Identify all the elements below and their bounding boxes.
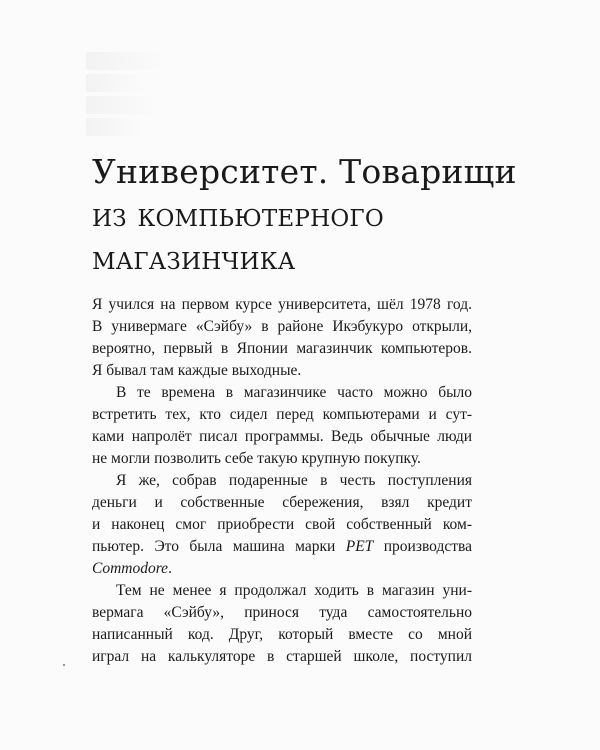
paragraph-2	[92, 382, 472, 470]
print-speck	[63, 664, 65, 666]
chapter-body	[92, 294, 472, 668]
text-line: не могли позволить себе такую крупную покупку.	[92, 450, 421, 467]
bleed-through-text	[86, 52, 166, 140]
chapter-title-line-1: Университет. Товарищи	[92, 152, 517, 191]
manufacturer-name: Commodore	[92, 560, 169, 577]
brand-name: PET	[345, 538, 374, 555]
text-run: производства	[373, 538, 472, 555]
text-line	[92, 558, 472, 580]
text-run: .	[168, 560, 172, 577]
text-line: деньги и собственные сбережения, взял кредит	[92, 494, 472, 511]
text-line: вермага «Сэйбу», принося туда самостоятельно	[92, 604, 472, 621]
chapter-title	[92, 150, 532, 279]
text-line: В те времена в магазинчике часто можно было	[116, 384, 472, 401]
text-line: написанный код. Друг, который вместе со мной	[92, 626, 472, 643]
text-line: Я же, собрав подаренные в честь поступления	[116, 472, 472, 489]
chapter-title-line-3: магазинчика	[92, 238, 296, 277]
text-line: вероятно, первый в Японии магазинчик компьютеров.	[92, 340, 472, 357]
text-line: и наконец смог приобрести свой собственный ком-	[92, 516, 472, 533]
paragraph-3	[92, 470, 472, 580]
text-line: В универмаге «Сэйбу» в районе Икэбукуро открыли,	[92, 318, 472, 335]
text-line: Я бывал там каждые выходные.	[92, 362, 302, 379]
text-line: ками напролёт писал программы. Ведь обычные люди	[92, 428, 472, 445]
text-line: встретить тех, кто сидел перед компьютерами и сут-	[92, 406, 472, 423]
text-line: Я учился на первом курсе университета, шёл 1978 год.	[92, 296, 472, 313]
paragraph-4	[92, 580, 472, 668]
chapter-title-line-2: из компьютерного	[92, 195, 384, 234]
text-run: пьютер. Это была машина марки	[92, 538, 346, 555]
paragraph-1	[92, 294, 472, 382]
text-line: Тем не менее я продолжал ходить в магазин уни-	[116, 582, 472, 599]
text-line: играл на калькуляторе в старшей школе, поступил	[92, 648, 472, 665]
text-line	[92, 536, 472, 558]
